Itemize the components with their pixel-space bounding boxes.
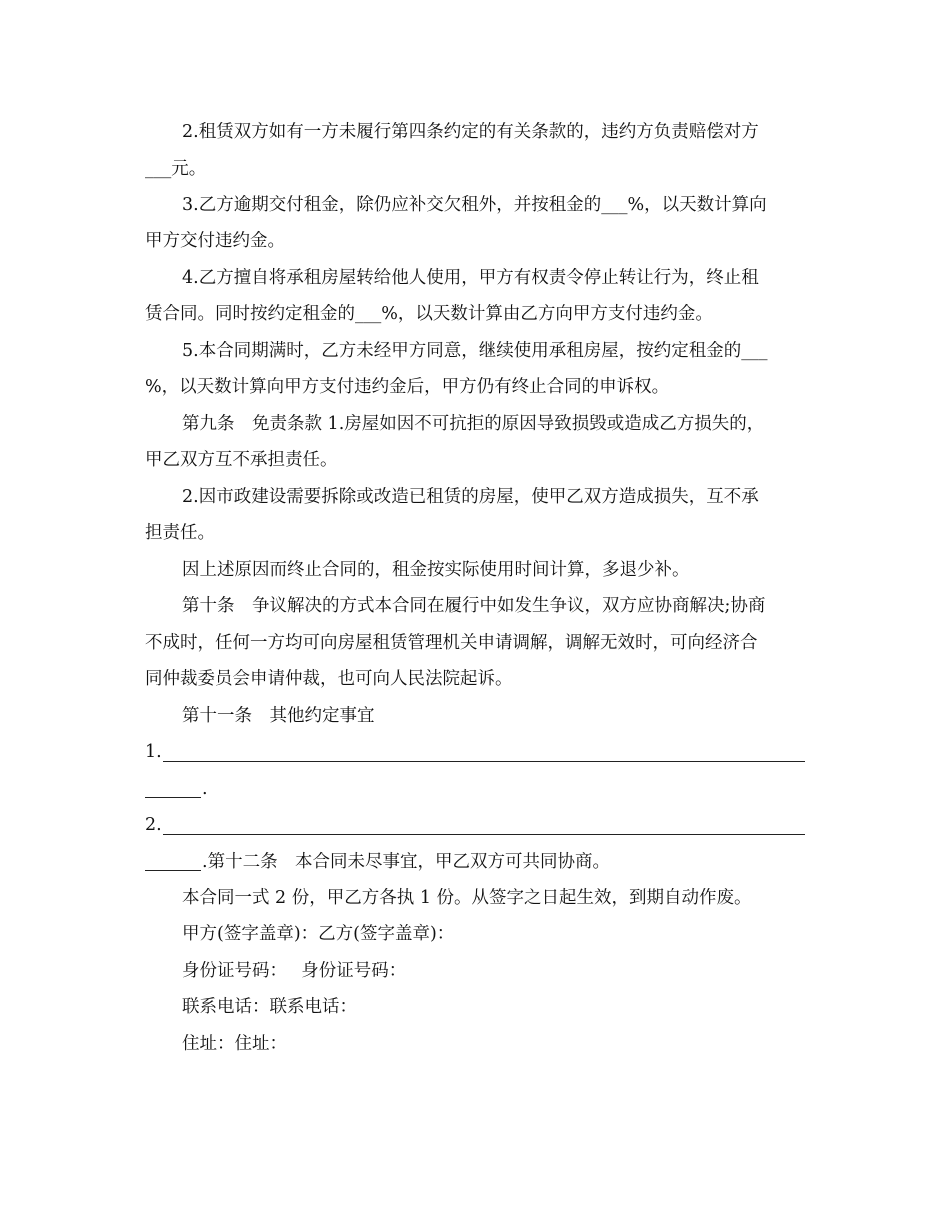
other-item-2-number: 2. xyxy=(145,815,162,835)
clause-9-item-2-line-2: 担责任。 xyxy=(145,523,215,543)
clause-8-item-4-line-2: 赁合同。同时按约定租金的___%，以天数计算由乙方向甲方支付违约金。 xyxy=(145,304,713,324)
clause-8-item-4-line-1: 4.乙方擅自将承租房屋转给他人使用，甲方有权责令停止转让行为，终止租 xyxy=(182,268,759,288)
signature-line: 甲方(签字盖章)：乙方(签字盖章)： xyxy=(182,924,455,944)
phone-line: 联系电话：联系电话： xyxy=(182,997,357,1017)
other-item-1-end: . xyxy=(202,779,208,799)
other-item-1-blank-line xyxy=(163,761,805,762)
clause-10-line-2: 不成时，任何一方均可向房屋租赁管理机关申请调解，调解无效时，可向经济合 xyxy=(145,633,758,653)
other-item-2-blank-line xyxy=(163,834,805,835)
other-item-1-blank-line-cont xyxy=(145,797,201,798)
copies-statement: 本合同一式 2 份，甲乙方各执 1 份。从签字之日起生效，到期自动作废。 xyxy=(182,888,752,908)
clause-8-item-5-line-1: 5.本合同期满时，乙方未经甲方同意，继续使用承租房屋，按约定租金的___ xyxy=(182,341,768,361)
clause-8-item-3-line-1: 3.乙方逾期交付租金，除仍应补交欠租外，并按租金的___%，以天数计算向 xyxy=(182,195,767,215)
clause-10-line-1: 第十条 争议解决的方式本合同在履行中如发生争议，双方应协商解决;协商 xyxy=(182,596,766,616)
clause-8-item-3-line-2: 甲方交付违约金。 xyxy=(145,231,285,251)
other-item-2-blank-line-cont xyxy=(145,870,201,871)
id-number-line: 身份证号码： 身份证号码： xyxy=(182,961,407,981)
clause-9-note: 因上述原因而终止合同的，租金按实际使用时间计算，多退少补。 xyxy=(182,560,690,580)
clause-9-line-2: 甲乙双方互不承担责任。 xyxy=(145,450,338,470)
clause-8-item-2-line-2: ___元。 xyxy=(145,159,207,179)
clause-8-item-2-line-1: 2.租赁双方如有一方未履行第四条约定的有关条款的，违约方负责赔偿对方 xyxy=(182,122,759,142)
clause-10-line-3: 同仲裁委员会申请仲裁，也可向人民法院起诉。 xyxy=(145,669,513,689)
clause-12-line: .第十二条 本合同未尽事宜，甲乙双方可共同协商。 xyxy=(202,852,611,872)
clause-11-heading: 第十一条 其他约定事宜 xyxy=(182,706,375,726)
clause-8-item-5-line-2: %，以天数计算向甲方支付违约金后，甲方仍有终止合同的申诉权。 xyxy=(145,377,670,397)
address-line: 住址：住址： xyxy=(182,1034,287,1054)
clause-9-item-2-line-1: 2.因市政建设需要拆除或改造已租赁的房屋，使甲乙双方造成损失，互不承 xyxy=(182,487,759,507)
other-item-1-number: 1. xyxy=(145,742,162,762)
clause-9-line-1: 第九条 免责条款 1.房屋如因不可抗拒的原因导致损毁或造成乙方损失的， xyxy=(182,414,765,434)
